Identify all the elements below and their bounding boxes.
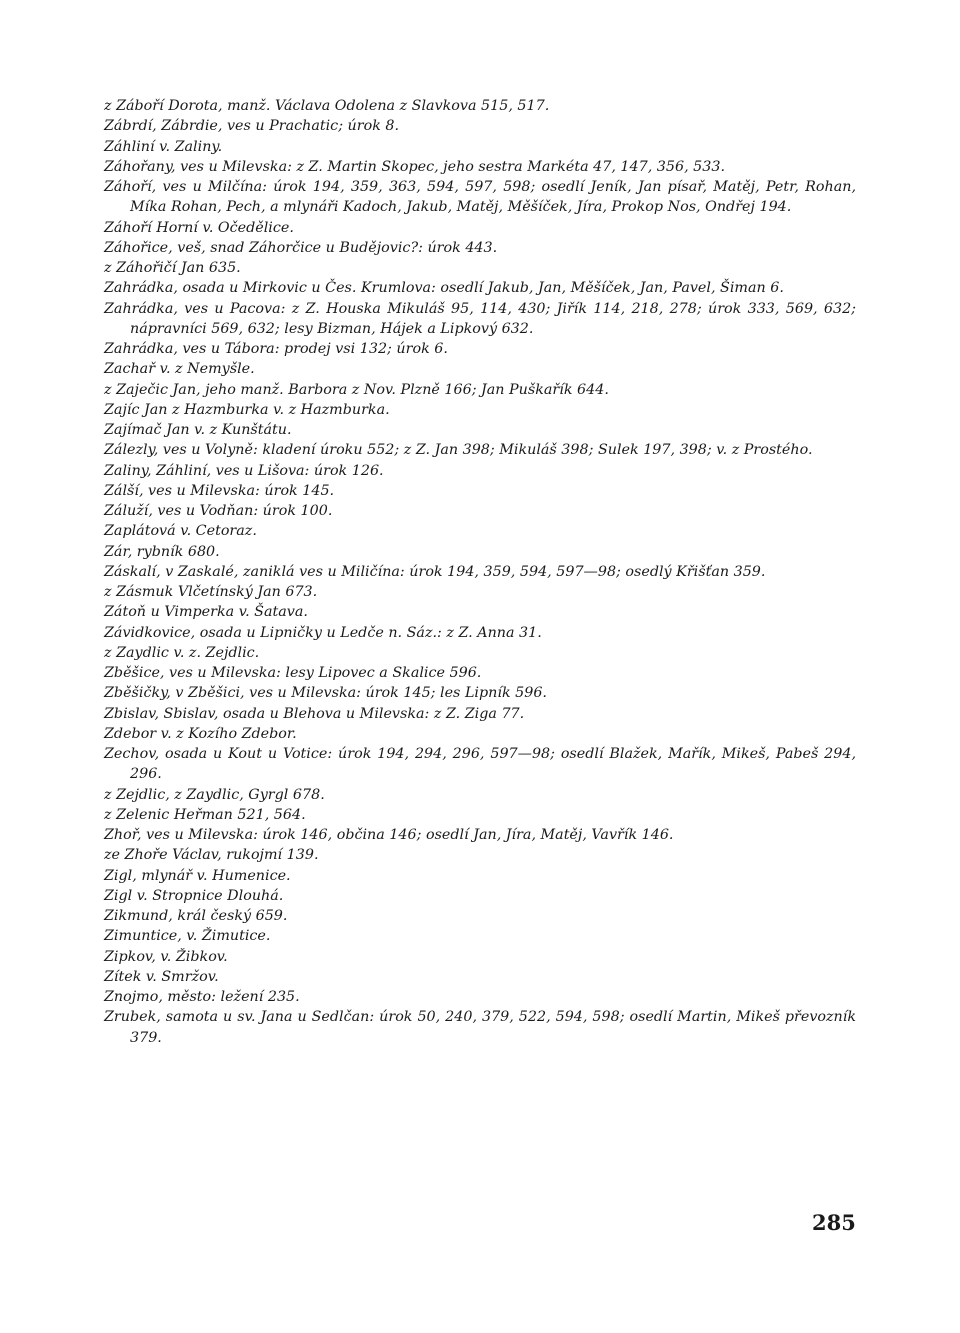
index-entry: Záskalí, v Zaskalé, zaniklá ves u Miličína: úrok 194, 359, 594, 597—98; osedlý Křišťan 359. bbox=[104, 563, 766, 580]
index-entry: z Zelenic Heřman 521, 564. bbox=[104, 806, 306, 823]
index-entry: z Zásmuk Vlčetínský Jan 673. bbox=[104, 584, 318, 600]
index-entry: Zítek v. Smržov. bbox=[104, 968, 219, 985]
index-entry: Záhoří Horní v. Očedělice. bbox=[104, 219, 294, 236]
index-entry: Znojmo, město: ležení 235. bbox=[104, 989, 300, 1005]
index-entry: z Záhořičí Jan 635. bbox=[104, 260, 241, 276]
index-entry: ze Zhoře Václav, rukojmí 139. bbox=[104, 847, 319, 864]
index-entry: Zábrdí, Zábrdie, ves u Prachatic; úrok 8. bbox=[104, 118, 400, 135]
index-entry: Zechov, osada u Kout u Votice: úrok 194, 294, 296, 597—98; osedlí Blažek, Mařík, Mikeš, Pabeš 294, 296. bbox=[104, 746, 856, 783]
index-entry: Zahrádka, ves u Pacova: z Z. Houska Mikuláš 95, 114, 430; Jiřík 114, 218, 278; úrok 333, 569, 632; nápravníci 569, 632; lesy Bizman, Hájek a Lipkový 632. bbox=[104, 300, 856, 337]
index-entry: Zaplátová v. Cetoraz. bbox=[104, 523, 257, 540]
index-entry: Zahrádka, ves u Tábora: prodej vsi 132; úrok 6. bbox=[104, 341, 448, 357]
index-entry: Zběšice, ves u Milevska: lesy Lipovec a Skalice 596. bbox=[104, 665, 482, 681]
index-entry: z Zejdlic, z Zaydlic, Gyrgl 678. bbox=[104, 786, 325, 803]
index-entry: Záhořice, veš, snad Záhorčice u Budějovic?: úrok 443. bbox=[104, 239, 498, 256]
index-entry: Zahrádka, osada u Mirkovic u Čes. Krumlova: osedlí Jakub, Jan, Měšíček, Jan, Pavel, Šiman 6. bbox=[104, 280, 784, 297]
index-entry: Záluží, ves u Vodňan: úrok 100. bbox=[104, 503, 333, 519]
index-entry: Záhoří, ves u Milčína: úrok 194, 359, 363, 594, 597, 598; osedlí Jeník, Jan písař, Matěj, Petr, Rohan, Míka Rohan, Pech, a mlynáři Kadoch, Jakub, Matěj, Měšíček, Jíra, Prokop Nos, Ondřej 194. bbox=[104, 179, 856, 216]
index-entry: Záhliní v. Zaliny. bbox=[104, 138, 223, 155]
index-entry: z Zaječic Jan, jeho manž. Barbora z Nov. Plzně 166; Jan Puškařík 644. bbox=[104, 381, 609, 398]
index-entry: Zálezly, ves u Volyně: kladení úroku 552; z Z. Jan 398; Mikuláš 398; Sulek 197, 398; v. z Prostého. bbox=[104, 442, 813, 459]
index-entry: Zikmund, král český 659. bbox=[104, 908, 288, 924]
index-entry: Zdebor v. z Kozího Zdebor. bbox=[104, 725, 297, 742]
index-entry: Zálší, ves u Milevska: úrok 145. bbox=[104, 482, 335, 499]
index-entry: Zběšičky, v Zběšici, ves u Milevska: úrok 145; les Lipník 596. bbox=[104, 685, 547, 702]
index-entry: Závidkovice, osada u Lipničky u Ledče n. Sáz.: z Z. Anna 31. bbox=[104, 624, 542, 641]
index-entry: Zaliny, Záhliní, ves u Lišova: úrok 126. bbox=[104, 462, 384, 479]
index-entry: Zigl v. Stropnice Dlouhá. bbox=[104, 887, 284, 904]
index-entry: Zátoň u Vimperka v. Šatava. bbox=[104, 604, 308, 621]
index-entry: Zár, rybník 680. bbox=[104, 543, 220, 560]
index-entry: Zajímač Jan v. z Kunštátu. bbox=[104, 422, 292, 438]
index-entry: z Záboří Dorota, manž. Václava Odolena z Slavkova 515, 517. bbox=[104, 98, 550, 114]
index-entry: Zimuntice, v. Žimutice. bbox=[104, 928, 271, 945]
index-entry: Zipkov, v. Žibkov. bbox=[104, 948, 228, 965]
index-entry: Zigl, mlynář v. Humenice. bbox=[104, 867, 291, 884]
index-entry: Zbislav, Sbislav, osada u Blehova u Milevska: z Z. Ziga 77. bbox=[104, 705, 525, 722]
index-entry: Zhoř, ves u Milevska: úrok 146, občina 146; osedlí Jan, Jíra, Matěj, Vavřík 146. bbox=[104, 827, 674, 843]
index-entry: Zrubek, samota u sv. Jana u Sedlčan: úrok 50, 240, 379, 522, 594, 598; osedlí Martin, Mikeš převozník 379. bbox=[104, 1009, 856, 1046]
index-entry: z Zaydlic v. z. Zejdlic. bbox=[104, 644, 260, 661]
page-number: 285 bbox=[812, 1210, 856, 1235]
index-entry: Zajíc Jan z Hazmburka v. z Hazmburka. bbox=[104, 401, 390, 418]
index-entry: Zachař v. z Nemyšle. bbox=[104, 361, 255, 378]
index-entry: Záhořany, ves u Milevska: z Z. Martin Skopec, jeho sestra Markéta 47, 147, 356, 533. bbox=[104, 158, 726, 175]
index-column bbox=[104, 96, 856, 1048]
